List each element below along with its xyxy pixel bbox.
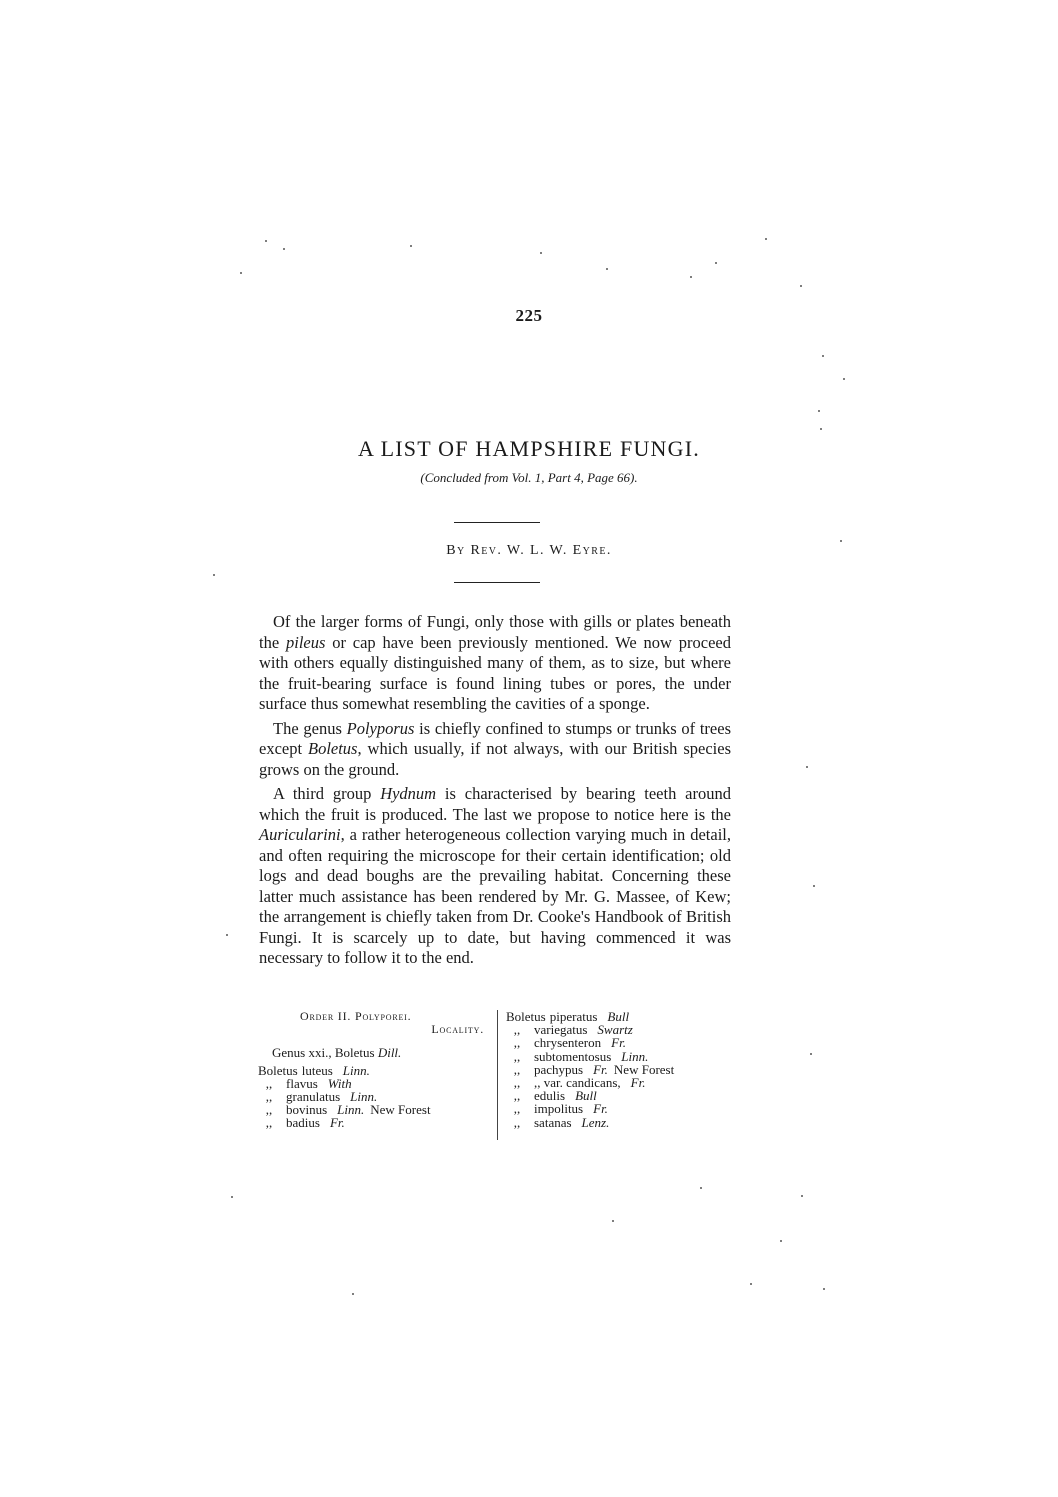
species-author: Linn. — [337, 1102, 365, 1118]
paragraph: A third group Hydnum is characterised by bearing teeth around which the fruit is produced. The last we propose to notice here is the Auricularini, a rather heterogeneous collection varying much in detail, and often requiring the microscope for their certain identification; old logs and dead boughs are the prevailing habitat. Concerning these latter much assistance has been rendered by Mr. G. Massee, of Kew; the arrangement is chiefly taken from Dr. Cooke's Handbook of British Fungi. It is scarcely up to date, but having commenced it was necessary to follow it to the end. — [259, 784, 731, 967]
scan-speck — [801, 1195, 803, 1197]
scan-speck — [540, 252, 542, 254]
species-genus: ,, — [513, 1101, 521, 1117]
species-author: Fr. — [329, 1115, 345, 1131]
species-genus: ,, — [513, 1048, 521, 1064]
species-name: satanas — [534, 1114, 572, 1130]
species-author: Fr. — [611, 1035, 626, 1051]
scan-speck — [780, 1240, 782, 1242]
species-genus: ,, — [513, 1075, 521, 1091]
scan-speck — [213, 574, 215, 576]
species-name: luteus — [301, 1062, 333, 1078]
species-locality: New Forest — [613, 1061, 675, 1077]
scan-speck — [813, 885, 815, 887]
species-genus: ,, — [265, 1115, 273, 1131]
scan-speck — [765, 238, 767, 240]
species-genus: ,, — [265, 1075, 273, 1091]
species-genus: ,, — [513, 1035, 521, 1051]
species-genus: ,, — [513, 1114, 521, 1130]
scan-speck — [690, 276, 692, 278]
scan-speck — [750, 1283, 752, 1285]
species-name: granulatus — [286, 1089, 341, 1105]
species-genus: ,, — [513, 1088, 521, 1104]
article-body — [259, 612, 731, 973]
species-name: piperatus — [549, 1009, 598, 1024]
species-author: Bull — [575, 1088, 597, 1104]
species-author: Linn. — [350, 1089, 378, 1105]
species-author: Fr. — [593, 1061, 608, 1077]
scan-speck — [843, 378, 845, 380]
species-author: Lenz. — [581, 1114, 610, 1130]
scan-speck — [715, 262, 717, 264]
article-subtitle: (Concluded from Vol. 1, Part 4, Page 66). — [420, 470, 638, 485]
species-name: pachypus — [534, 1061, 584, 1077]
list-item — [506, 1050, 738, 1063]
divider-rule-top — [454, 522, 540, 523]
species-author: Fr. — [593, 1101, 608, 1117]
genus-heading: Genus xxi., Boletus Dill. — [272, 1045, 402, 1061]
list-item — [506, 1102, 738, 1115]
list-item — [506, 1036, 738, 1049]
divider-rule-bottom — [454, 582, 540, 583]
scan-speck — [265, 240, 267, 242]
species-genus: ,, — [513, 1061, 521, 1077]
species-name: bovinus — [286, 1102, 328, 1118]
species-name: chrysenteron — [534, 1035, 602, 1051]
column-divider — [497, 1010, 498, 1140]
locality-heading: Locality. — [431, 1022, 484, 1037]
species-name: subtomentosus — [534, 1048, 612, 1064]
species-locality: New Forest — [370, 1102, 431, 1118]
species-genus: ,, — [265, 1089, 273, 1105]
scan-speck — [820, 428, 822, 430]
species-author: With — [327, 1075, 352, 1091]
page-number: 225 — [515, 306, 543, 325]
scan-speck — [800, 285, 802, 287]
species-author: Fr. — [630, 1075, 646, 1091]
scan-speck — [840, 540, 842, 542]
scan-speck — [226, 934, 228, 936]
list-item — [258, 1116, 490, 1129]
species-column-left — [258, 1010, 490, 1130]
paragraph: The genus Polyporus is chiefly confined to stumps or trunks of trees except Boletus, which usually, if not always, with our British species grows on the ground. — [259, 718, 731, 779]
scan-speck — [822, 355, 824, 357]
scan-speck — [806, 766, 808, 768]
species-name: edulis — [534, 1088, 566, 1104]
author-byline: By Rev. W. L. W. Eyre. — [446, 543, 612, 558]
species-rows-right — [506, 1010, 738, 1129]
scan-speck — [231, 1196, 233, 1198]
species-name: impolitus — [534, 1101, 584, 1117]
list-item — [258, 1064, 490, 1077]
scan-speck — [283, 248, 285, 250]
scan-speck — [700, 1187, 702, 1189]
paragraph: Of the larger forms of Fungi, only those with gills or plates beneath the pileus or cap have been previously mentioned. We now proceed with others equally distinguished many of them, as to size, but where the fruit-bearing surface is found lining tubes or pores, the under surface thus somewhat resembling the cavities of a sponge. — [259, 612, 731, 713]
species-author: Linn. — [621, 1048, 649, 1064]
species-genus: Boletus — [258, 1062, 298, 1078]
species-column-right — [506, 1010, 738, 1129]
species-name: ,, var. candicans, — [534, 1075, 621, 1091]
species-name: variegatus — [534, 1022, 588, 1038]
species-genus: ,, — [513, 1022, 521, 1038]
species-name: flavus — [286, 1075, 318, 1091]
scan-speck — [823, 1288, 825, 1290]
species-genus: ,, — [265, 1102, 273, 1118]
scan-speck — [612, 1220, 614, 1222]
scan-speck — [240, 272, 242, 274]
species-author: Linn. — [342, 1062, 370, 1078]
species-author: Swartz — [597, 1022, 633, 1038]
species-name: badius — [286, 1115, 320, 1131]
species-genus: Boletus — [506, 1009, 546, 1024]
scan-speck — [352, 1293, 354, 1295]
scan-speck — [810, 1053, 812, 1055]
list-item — [506, 1116, 738, 1129]
order-heading: Order II. Polyporei. — [300, 1009, 412, 1023]
article-title: A LIST OF HAMPSHIRE FUNGI. — [358, 436, 700, 461]
scan-speck — [818, 410, 820, 412]
species-author: Bull — [607, 1009, 630, 1024]
scan-speck — [606, 268, 608, 270]
scan-speck — [410, 245, 412, 247]
species-rows-left — [258, 1064, 490, 1130]
